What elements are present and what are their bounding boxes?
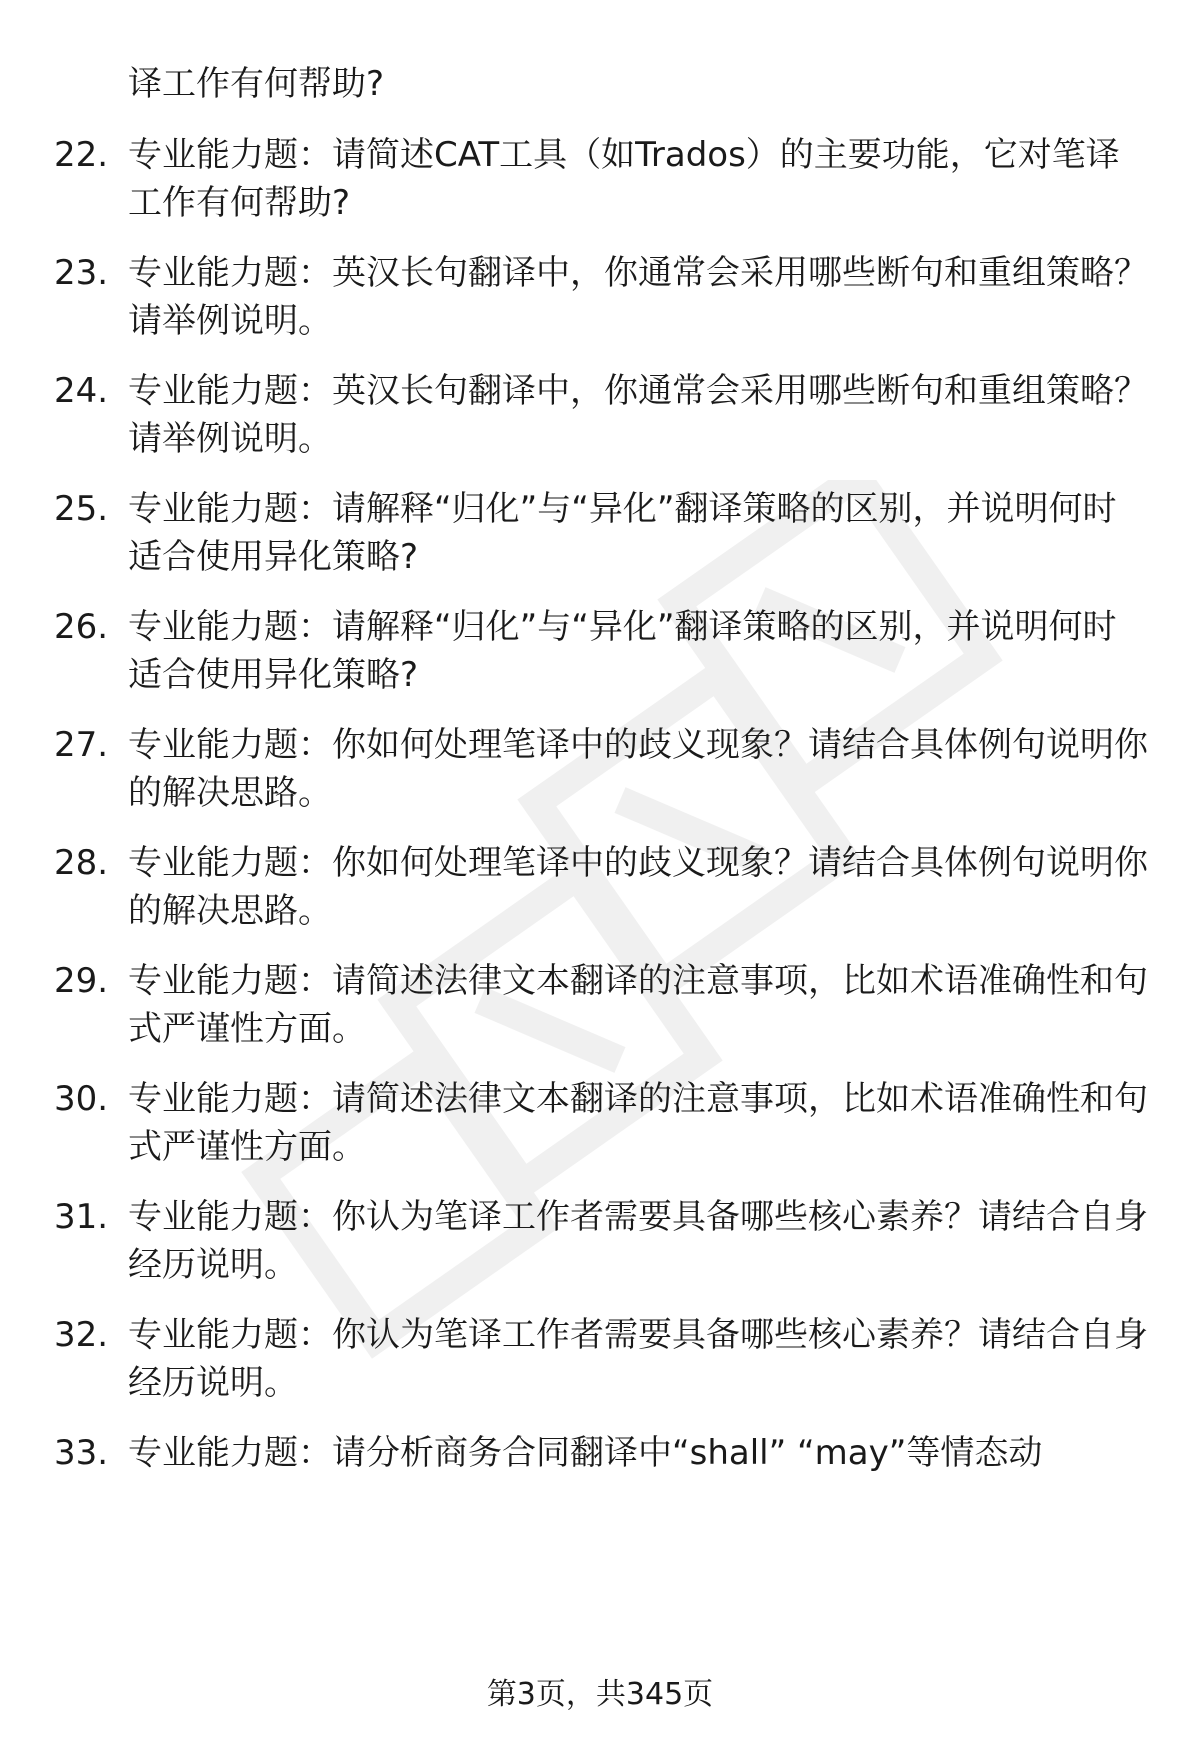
question-number: 26.: [54, 607, 109, 647]
question-number: 30.: [54, 1079, 109, 1119]
question-number: 32.: [54, 1315, 109, 1355]
question-text: 专业能力题：你如何处理笔译中的歧义现象？请结合具体例句说明你的解决思路。: [128, 843, 1148, 931]
question-number: 25.: [54, 489, 109, 529]
question-text: 专业能力题：请解释“归化”与“异化”翻译策略的区别，并说明何时适合使用异化策略?: [128, 489, 1117, 577]
question-number: 28.: [54, 843, 109, 883]
page-number-footer: 第3页，共345页: [486, 1677, 714, 1712]
question-text: 专业能力题：请简述法律文本翻译的注意事项，比如术语准确性和句式严谨性方面。: [128, 961, 1148, 1049]
question-text: 专业能力题：英汉长句翻译中，你通常会采用哪些断句和重组策略？请举例说明。: [128, 371, 1148, 459]
question-text: 专业能力题：你认为笔译工作者需要具备哪些核心素养？请结合自身经历说明。: [128, 1315, 1148, 1403]
question-text: 专业能力题：请解释“归化”与“异化”翻译策略的区别，并说明何时适合使用异化策略?: [128, 607, 1117, 695]
question-number: 27.: [54, 725, 109, 765]
question-text: 专业能力题：请简述法律文本翻译的注意事项，比如术语准确性和句式严谨性方面。: [128, 1079, 1148, 1167]
question-number: 31.: [54, 1197, 109, 1237]
question-number: 33.: [54, 1433, 109, 1473]
question-number: 22.: [54, 135, 109, 175]
question-text: 专业能力题：你如何处理笔译中的歧义现象？请结合具体例句说明你的解决思路。: [128, 725, 1148, 813]
question-text: 专业能力题：你认为笔译工作者需要具备哪些核心素养？请结合自身经历说明。: [128, 1197, 1148, 1285]
question-text: 专业能力题：请简述CAT工具（如Trados）的主要功能，它对笔译工作有何帮助?: [128, 135, 1120, 223]
question-text: 专业能力题：英汉长句翻译中，你通常会采用哪些断句和重组策略？请举例说明。: [128, 253, 1148, 341]
question-text: 专业能力题：请分析商务合同翻译中“shall” “may”等情态动: [128, 1433, 1043, 1473]
continued-question-text: 译工作有何帮助?: [128, 64, 385, 104]
question-number: 24.: [54, 371, 109, 411]
question-number: 29.: [54, 961, 109, 1001]
question-number: 23.: [54, 253, 109, 293]
